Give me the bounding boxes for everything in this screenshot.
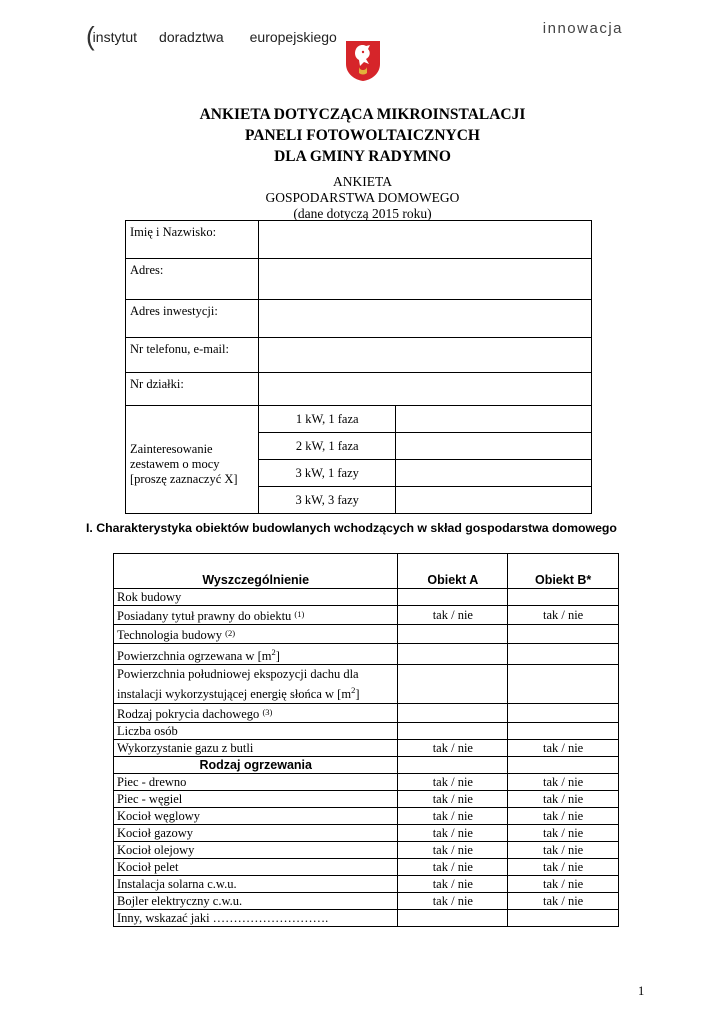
cell-obiekt-a[interactable] bbox=[398, 644, 508, 665]
subtitle-line-3: (dane dotyczą 2015 roku) bbox=[293, 206, 432, 221]
power-option-checkbox[interactable] bbox=[396, 460, 592, 487]
table-row: Piec - drewno tak / nie tak / nie bbox=[114, 774, 619, 791]
column-header: Wyszczególnienie bbox=[114, 554, 398, 589]
table-row: Rodzaj pokrycia dachowego $^{(3)}$ bbox=[114, 704, 619, 723]
yes-no-cell[interactable]: tak / nie bbox=[398, 876, 508, 893]
yes-no-cell[interactable]: tak / nie bbox=[398, 774, 508, 791]
cell-obiekt-b[interactable] bbox=[508, 910, 619, 927]
name-field[interactable] bbox=[259, 221, 592, 259]
heating-subheading: Rodzaj ogrzewania bbox=[114, 757, 398, 774]
document-title bbox=[0, 104, 725, 167]
logo-word-3: europejskiego bbox=[249, 29, 337, 45]
table-row: Bojler elektryczny c.w.u. tak / nie tak / nie bbox=[114, 893, 619, 910]
yes-no-cell[interactable]: tak / nie bbox=[508, 876, 619, 893]
plot-label: Nr działki: bbox=[126, 373, 259, 406]
cell-obiekt-a[interactable] bbox=[398, 625, 508, 644]
institute-logo bbox=[86, 18, 337, 49]
buildings-table bbox=[113, 553, 619, 927]
yes-no-cell[interactable]: tak / nie bbox=[508, 791, 619, 808]
innowacja-logo: innowacja bbox=[542, 20, 623, 37]
power-option-checkbox[interactable] bbox=[396, 406, 592, 433]
power-option-label: 3 kW, 3 fazy bbox=[259, 487, 396, 514]
table-row: Inny, wskazać jaki ………………………. bbox=[114, 910, 619, 927]
power-option-label: 3 kW, 1 fazy bbox=[259, 460, 396, 487]
investment-address-field[interactable] bbox=[259, 300, 592, 338]
yes-no-cell[interactable]: tak / nie bbox=[508, 842, 619, 859]
yes-no-cell[interactable]: tak / nie bbox=[508, 606, 619, 625]
power-option-checkbox[interactable] bbox=[396, 487, 592, 514]
cell-obiekt-a[interactable] bbox=[398, 665, 508, 704]
contact-field[interactable] bbox=[259, 338, 592, 373]
column-header: Obiekt B* bbox=[508, 554, 619, 589]
table-row: Instalacja solarna c.w.u. tak / nie tak / nie bbox=[114, 876, 619, 893]
address-field[interactable] bbox=[259, 259, 592, 300]
address-label: Adres: bbox=[126, 259, 259, 300]
cell-obiekt-a[interactable] bbox=[398, 589, 508, 606]
yes-no-cell[interactable]: tak / nie bbox=[398, 893, 508, 910]
cell-obiekt-a[interactable] bbox=[398, 910, 508, 927]
table-row: Technologia budowy $^{(2)}$ bbox=[114, 625, 619, 644]
yes-no-cell[interactable]: tak / nie bbox=[398, 859, 508, 876]
plot-field[interactable] bbox=[259, 373, 592, 406]
section-heading: I. Charakterystyka obiektów budowlanych wchodzących w skład gospodarstwa domowego bbox=[86, 521, 617, 535]
title-line-3: DLA GMINY RADYMNO bbox=[274, 148, 451, 165]
power-option-checkbox[interactable] bbox=[396, 433, 592, 460]
contact-label: Nr telefonu, e-mail: bbox=[126, 338, 259, 373]
cell-obiekt-b[interactable] bbox=[508, 589, 619, 606]
yes-no-cell[interactable]: tak / nie bbox=[398, 808, 508, 825]
power-option-label: 2 kW, 1 faza bbox=[259, 433, 396, 460]
yes-no-cell[interactable]: tak / nie bbox=[508, 825, 619, 842]
table-row: Kocioł gazowy tak / nie tak / nie bbox=[114, 825, 619, 842]
table-row: Powierzchnia południowej ekspozycji dachu dla instalacji wykorzystującej energię słońca w $[m^2]$ bbox=[114, 665, 619, 704]
power-interest-label: Zainteresowanie zestawem o mocy [proszę zaznaczyć X] bbox=[126, 406, 259, 514]
subtitle-line-2: GOSPODARSTWA DOMOWEGO bbox=[265, 190, 460, 205]
column-header: Obiekt A bbox=[398, 554, 508, 589]
table-row bbox=[114, 757, 619, 774]
cell-obiekt-b[interactable] bbox=[508, 644, 619, 665]
table-row: Rok budowy bbox=[114, 589, 619, 606]
title-line-2: PANELI FOTOWOLTAICZNYCH bbox=[245, 127, 480, 144]
logo-mark-icon: ( bbox=[86, 21, 95, 51]
yes-no-cell[interactable]: tak / nie bbox=[508, 774, 619, 791]
table-row: Liczba osób bbox=[114, 723, 619, 740]
table-row: Powierzchnia ogrzewana w $[m^2]$ bbox=[114, 644, 619, 665]
investment-address-label: Adres inwestycji: bbox=[126, 300, 259, 338]
yes-no-cell[interactable]: tak / nie bbox=[508, 859, 619, 876]
yes-no-cell[interactable]: tak / nie bbox=[398, 606, 508, 625]
coat-of-arms-icon bbox=[345, 40, 381, 82]
yes-no-cell[interactable]: tak / nie bbox=[398, 842, 508, 859]
cell-obiekt-a[interactable] bbox=[398, 704, 508, 723]
name-label: Imię i Nazwisko: bbox=[126, 221, 259, 259]
document-subtitle bbox=[0, 174, 725, 222]
yes-no-cell[interactable]: tak / nie bbox=[508, 740, 619, 757]
yes-no-cell[interactable]: tak / nie bbox=[398, 740, 508, 757]
subtitle-line-1: ANKIETA bbox=[333, 174, 392, 189]
table-row: Kocioł pelet tak / nie tak / nie bbox=[114, 859, 619, 876]
table-row: Kocioł olejowy tak / nie tak / nie bbox=[114, 842, 619, 859]
page-number: 1 bbox=[638, 984, 645, 998]
cell-obiekt-b[interactable] bbox=[508, 704, 619, 723]
cell-obiekt-a[interactable] bbox=[398, 723, 508, 740]
logo-word-1: instytut bbox=[92, 29, 138, 45]
title-line-1: ANKIETA DOTYCZĄCA MIKROINSTALACJI bbox=[199, 106, 526, 123]
cell-obiekt-b[interactable] bbox=[508, 665, 619, 704]
table-row: Posiadany tytuł prawny do obiektu $^{(1)}$ tak / nie tak / nie bbox=[114, 606, 619, 625]
logo-word-2: doradztwa bbox=[159, 29, 224, 45]
table-row: Kocioł węglowy tak / nie tak / nie bbox=[114, 808, 619, 825]
yes-no-cell[interactable]: tak / nie bbox=[508, 808, 619, 825]
table-row: Piec - węgiel tak / nie tak / nie bbox=[114, 791, 619, 808]
personal-info-table bbox=[125, 220, 592, 514]
cell-obiekt-b[interactable] bbox=[508, 723, 619, 740]
yes-no-cell[interactable]: tak / nie bbox=[398, 825, 508, 842]
yes-no-cell[interactable]: tak / nie bbox=[508, 893, 619, 910]
yes-no-cell[interactable]: tak / nie bbox=[398, 791, 508, 808]
cell-obiekt-b[interactable] bbox=[508, 625, 619, 644]
power-option-label: 1 kW, 1 faza bbox=[259, 406, 396, 433]
table-row: Wykorzystanie gazu z butli tak / nie tak / nie bbox=[114, 740, 619, 757]
